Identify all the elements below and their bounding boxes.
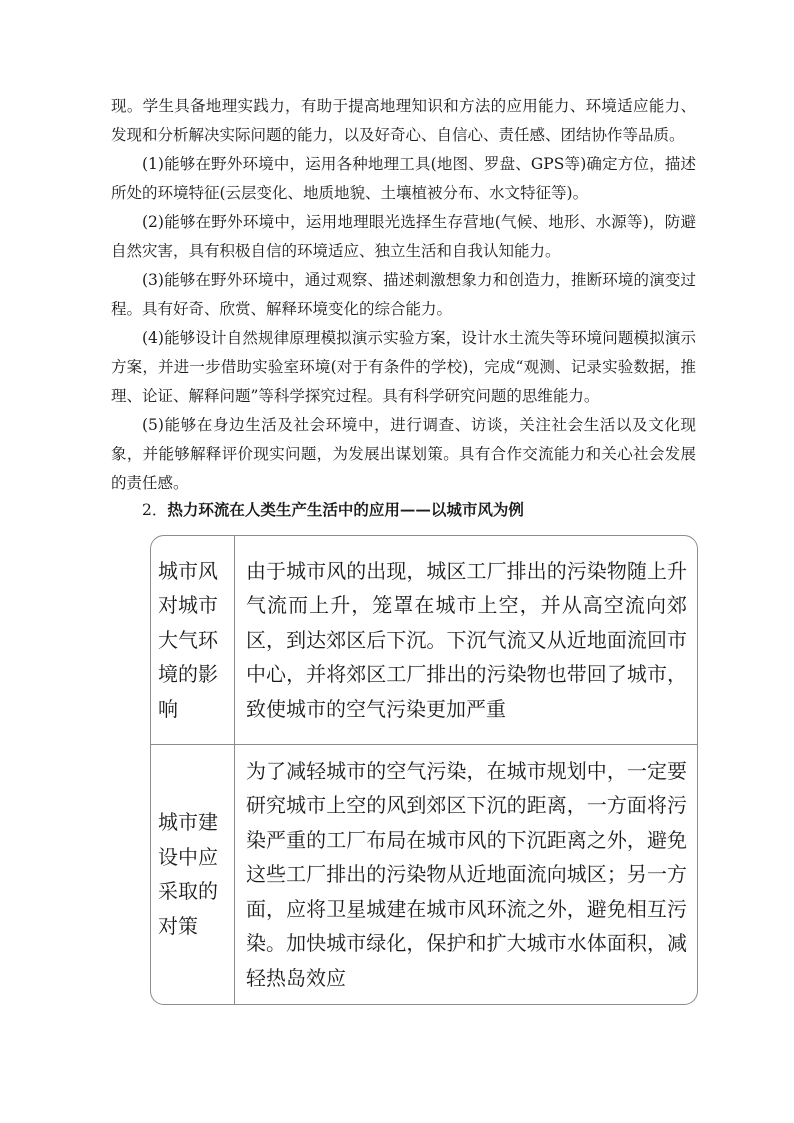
body-text — [111, 92, 696, 498]
paragraph-item-4: (4)能够设计自然规律原理模拟演示实验方案，设计水土流失等环境问题模拟演示方案，并进一步借助实验室环境(对于有条件的学校)，完成“观测、记录实验数据，推理、论证、解释问题”等科学探究过程。具有科学研究问题的思维能力。 — [111, 329, 696, 405]
paragraph-item-2: (2)能够在野外环境中，运用地理眼光选择生存营地(气候、地形、水源等)，防避自然灾害，具有积极自信的环境适应、独立生活和自我认知能力。 — [111, 213, 696, 260]
row-label: 城市建设中应采取的对策 — [151, 744, 235, 1004]
section-number: 2． — [142, 501, 168, 519]
paragraph-item-1: (1)能够在野外环境中，运用各种地理工具(地图、罗盘、GPS等)确定方位，描述所处的环境特征(云层变化、地质地貌、土壤植被分布、水文特征等)。 — [111, 155, 696, 202]
table-row — [151, 536, 697, 744]
section-title: 热力环流在人类生产生活中的应用——以城市风为例 — [167, 500, 524, 519]
table-row — [151, 744, 697, 1004]
section-heading — [142, 498, 702, 522]
paragraph-item-3: (3)能够在野外环境中，通过观察、描述刺激想象力和创造力，推断环境的演变过程。具有好奇、欣赏、解释环境变化的综合能力。 — [111, 271, 696, 318]
row-content: 由于城市风的出现，城区工厂排出的污染物随上升气流而上升，笼罩在城市上空，并从高空流向郊区，到达郊区后下沉。下沉气流又从近地面流回市中心，并将郊区工厂排出的污染物也带回了城市，致使城市的空气污染更加严重 — [235, 536, 698, 744]
paragraph-item-5: (5)能够在身边生活及社会环境中，进行调查、访谈，关注社会生活以及文化现象，并能够解释评价现实问题，为发展出谋划策。具有合作交流能力和关心社会发展的责任感。 — [111, 416, 696, 492]
row-content: 为了减轻城市的空气污染，在城市规划中，一定要研究城市上空的风到郊区下沉的距离，一方面将污染严重的工厂布局在城市风的下沉距离之外，避免这些工厂排出的污染物从近地面流向城区；另一方面，应将卫星城建在城市风环流之外，避免相互污染。加快城市绿化，保护和扩大城市水体面积，减轻热岛效应 — [246, 758, 687, 990]
row-label: 城市风对城市大气环境的影响 — [151, 536, 235, 744]
paragraph-intro-continued: 现。学生具备地理实践力，有助于提高地理知识和方法的应用能力、环境适应能力、发现和分析解决实际问题的能力，以及好奇心、自信心、责任感、团结协作等品质。 — [111, 97, 696, 144]
info-table-grid — [151, 536, 697, 1004]
info-table — [150, 535, 698, 1005]
